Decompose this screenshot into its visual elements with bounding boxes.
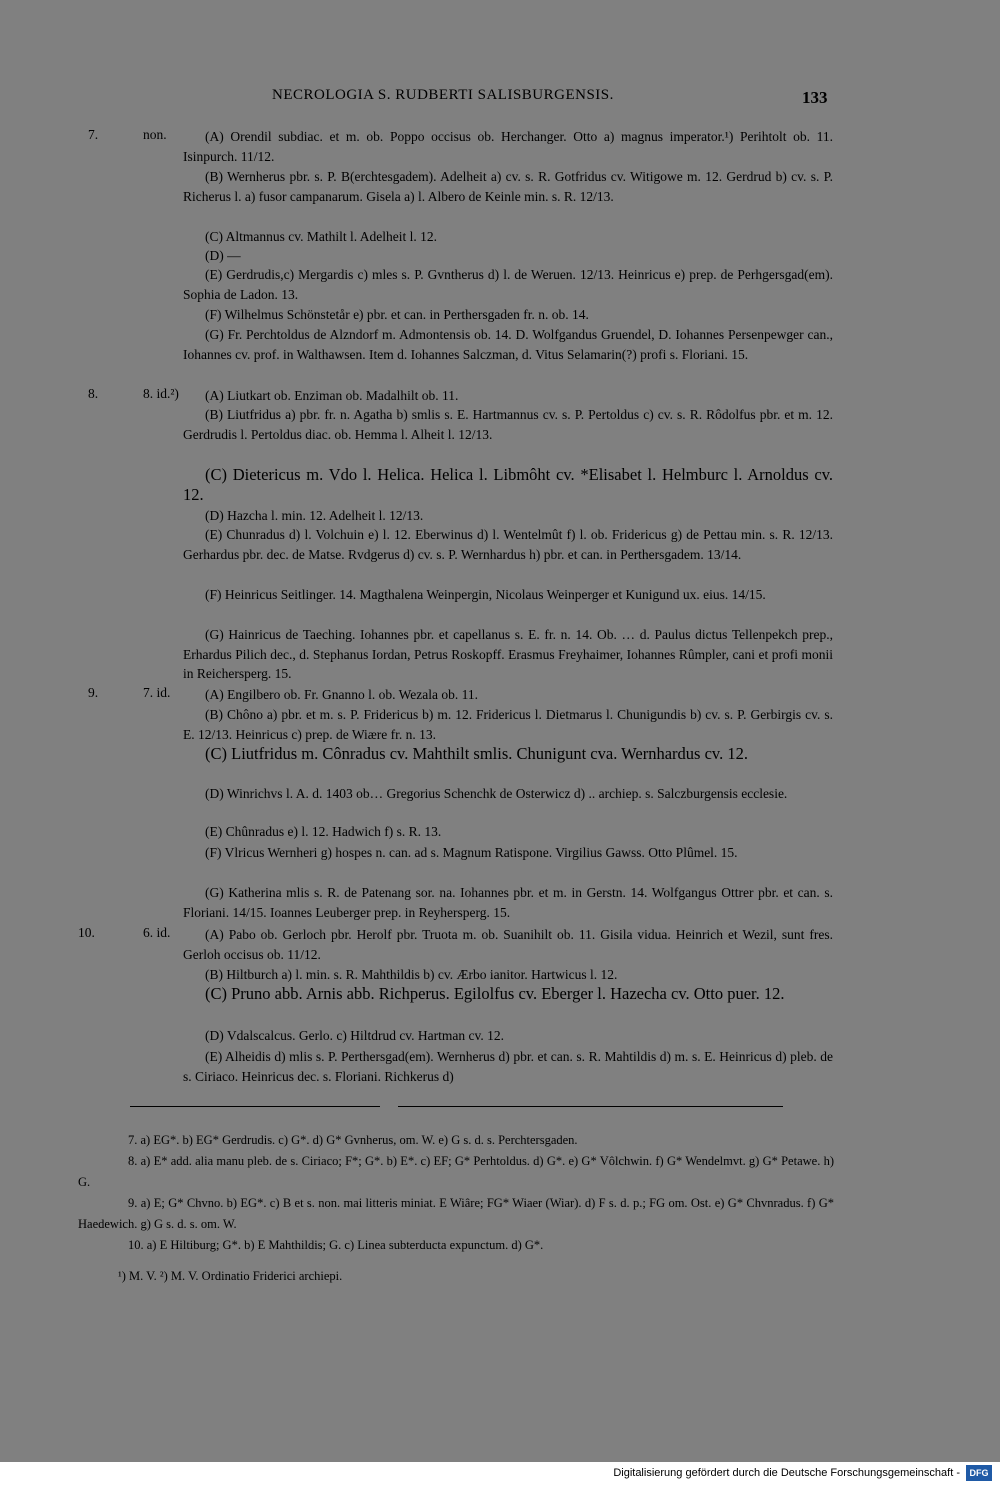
footnote-rules (0, 1106, 1000, 1110)
footnote-day-10: 10. a) E Hiltiburg; G*. b) E Mahthildis; G. c) Linea subterducta expunctum. d) G*. (128, 1238, 544, 1252)
entry-a: (A) Pabo ob. Gerloch pbr. Herolf pbr. Truota m. ob. Suanihilt ob. 11. Gisila vidua. Heinrich et Wezil, sunt fres. Gerloh occisus ob. 11/12. (183, 927, 833, 962)
day-label: 7. id. (143, 685, 171, 700)
entry-g: (G) Katherina mlis s. R. de Patenang sor. na. Iohannes pbr. et m. in Gerstn. 14. Wolfgangus Ottrer pbr. et can. s. Floriani. 14/15. Ioannes Leuberger prep. in Reyhersperg. 15. (183, 885, 833, 920)
entry-e: (E) Alheidis d) mlis s. P. Perthersgad(em). Wernherus d) pbr. et can. s. R. Mahtildis d) m. s. E. Heinricus d) pleb. de s. Ciriaco. Heinricus dec. s. Floriani. Richkerus d) (183, 1049, 833, 1084)
entry-c: (C) Altmannus cv. Mathilt l. Adelheit l. 12. (205, 229, 437, 244)
footnote-day-7: 7. a) EG*. b) EG* Gerdrudis. c) G*. d) G* Gvnherus, om. W. e) G s. d. s. Perchtersgaden. (128, 1133, 578, 1147)
footnotes (78, 1130, 834, 1300)
entry-b: (B) Liutfridus a) pbr. fr. n. Agatha b) smlis s. E. Hartmannus cv. s. P. Pertoldus c) cv. s. R. Rôdolfus pbr. et m. 12. Gerdrudis l. Pertoldus diac. ob. Hemma l. Alheit l. 12/13. (183, 407, 833, 442)
entry-e: (E) Chunradus d) l. Volchuin e) l. 12. Eberwinus d) l. Wentelmût f) l. ob. Fridericus g) de Pettau min. s. R. 12/13. Gerhardus pbr. dec. de Matse. Rvdgerus d) cv. s. P. Wernhardus h) pbr. et can. in Perthersgadem. 13/14. (183, 527, 833, 562)
digitization-credit: Digitalisierung gefördert durch die Deutsche Forschungsgemeinschaft - (613, 1467, 960, 1479)
footnote-day-8: 8. a) E* add. alia manu pleb. de s. Ciriaco; F*; G*. b) E*. c) EF; G* Perhtoldus. d) G*. e) G* Vôlchwin. f) G* Wendelmvt. g) G* Petawe. h) G. (78, 1154, 834, 1189)
entry-d: (D) Vdalscalcus. Gerlo. c) Hiltdrud cv. Hartman cv. 12. (205, 1028, 505, 1043)
entry-c: (C) Liutfridus m. Cônradus cv. Mahthilt smlis. Chunigunt cva. Wernhardus cv. 12. (205, 744, 748, 763)
day-label: 6. id. (143, 925, 171, 940)
entry-a: (A) Orendil subdiac. et m. ob. Poppo occisus ob. Herchanger. Otto a) magnus imperator.¹) Perihtolt ob. 11. Isinpurch. 11/12. (183, 129, 833, 164)
entry-d: (D) Hazcha l. min. 12. Adelheit l. 12/13. (205, 508, 424, 523)
entry-e: (E) Chûnradus e) l. 12. Hadwich f) s. R. 13. (205, 824, 442, 839)
entry-c: (C) Pruno abb. Arnis abb. Richperus. Egilolfus cv. Eberger l. Hazecha cv. Otto puer. 12. (205, 984, 785, 1003)
entry-f: (F) Wilhelmus Schönstetår e) pbr. et can. in Perthersgaden fr. n. ob. 14. (205, 307, 589, 322)
entry-a: (A) Engilbero ob. Fr. Gnanno l. ob. Wezala ob. 11. (205, 687, 478, 702)
running-title: NECROLOGIA S. RUDBERTI SALISBURGENSIS. (272, 87, 614, 103)
entry-g: (G) Fr. Perchtoldus de Alzndorf m. Admontensis ob. 14. D. Wolfgandus Gruendel, D. Iohannes Persenpewger can., Iohannes cv. prof. in Walthawsen. Item d. Iohannes Salczman, d. Vitus Selamarin(?) profi s. Floriani. 15. (183, 327, 833, 362)
day-number: 7. (88, 127, 99, 142)
footnote-rule (130, 1106, 380, 1107)
entry-b: (B) Hiltburch a) l. min. s. R. Mahthildis b) cv. Ærbo ianitor. Hartwicus l. 12. (205, 967, 618, 982)
day-number: 10. (78, 925, 95, 940)
footnote-general: ¹) M. V. ²) M. V. Ordinatio Friderici archiepi. (118, 1269, 343, 1283)
dfg-logo-icon[interactable]: DFG (966, 1465, 992, 1481)
day-label: non. (143, 127, 167, 142)
entry-f: (F) Vlricus Wernheri g) hospes n. can. ad s. Magnum Ratispone. Virgilius Gawss. Otto Plûmel. 15. (205, 845, 738, 860)
day-label: 8. id.²) (143, 386, 179, 401)
footnote-day-9: 9. a) E; G* Chvno. b) EG*. c) B et s. non. mai litteris miniat. E Wiâre; FG* Wiaer (Wiar). d) F s. d. p.; FG om. Ost. e) G* Chvnradus. f) G* Haedewich. g) G s. d. s. om. W. (78, 1196, 834, 1231)
page-header (0, 87, 1000, 111)
day-number: 8. (88, 386, 99, 401)
entry-b: (B) Wernherus pbr. s. P. B(erchtesgadem). Adelheit a) cv. s. R. Gotfridus cv. Witigowe m. 12. Gerdrud b) cv. s. P. Richerus l. a) fusor campanarum. Gisela a) l. Albero de Keinle min. s. R. 12/13. (183, 169, 833, 204)
entry-d: (D) Winrichvs l. A. d. 1403 ob… Gregorius Schenchk de Osterwicz d) .. archiep. s. Salczburgensis ecclesie. (205, 786, 788, 801)
entry-g: (G) Hainricus de Taeching. Iohannes pbr. et capellanus s. E. fr. n. 14. Ob. … d. Paulus dictus Tellenpekch prep., Erhardus Pilich dec., d. Stephanus Iordan, Petrus Roskopff. Erasmus Freyhaimer, Iohannes Rûmpler, cani et profi monii in Reichersperg. 15. (183, 627, 833, 681)
day-number: 9. (88, 685, 99, 700)
entry-f: (F) Heinricus Seitlinger. 14. Magthalena Weinpergin, Nicolaus Weinperger et Kunigund ux. eius. 14/15. (205, 587, 766, 602)
entry-c: (C) Dietericus m. Vdo l. Helica. Helica l. Libmôht cv. *Elisabet l. Helmburc l. Arnoldus cv. 12. (183, 465, 833, 504)
entry-b: (B) Chôno a) pbr. et m. s. P. Fridericus b) m. 12. Fridericus l. Dietmarus l. Chunigundis b) cv. s. P. Gerbirgis cv. s. E. 12/13. Heinricus c) prep. de Wiære fr. n. 13. (183, 707, 833, 742)
footnote-rule (398, 1106, 783, 1107)
entry-d: (D) — (205, 248, 241, 263)
entry-e: (E) Gerdrudis,c) Mergardis c) mles s. P. Gvntherus d) l. de Weruen. 12/13. Heinricus e) prep. de Perhgersgad(em). Sophia de Ladon. 13. (183, 267, 833, 302)
entry-a: (A) Liutkart ob. Enziman ob. Madalhilt ob. 11. (205, 388, 459, 403)
digitization-credit-bar (0, 1462, 1000, 1486)
page-number: 133 (802, 88, 828, 107)
